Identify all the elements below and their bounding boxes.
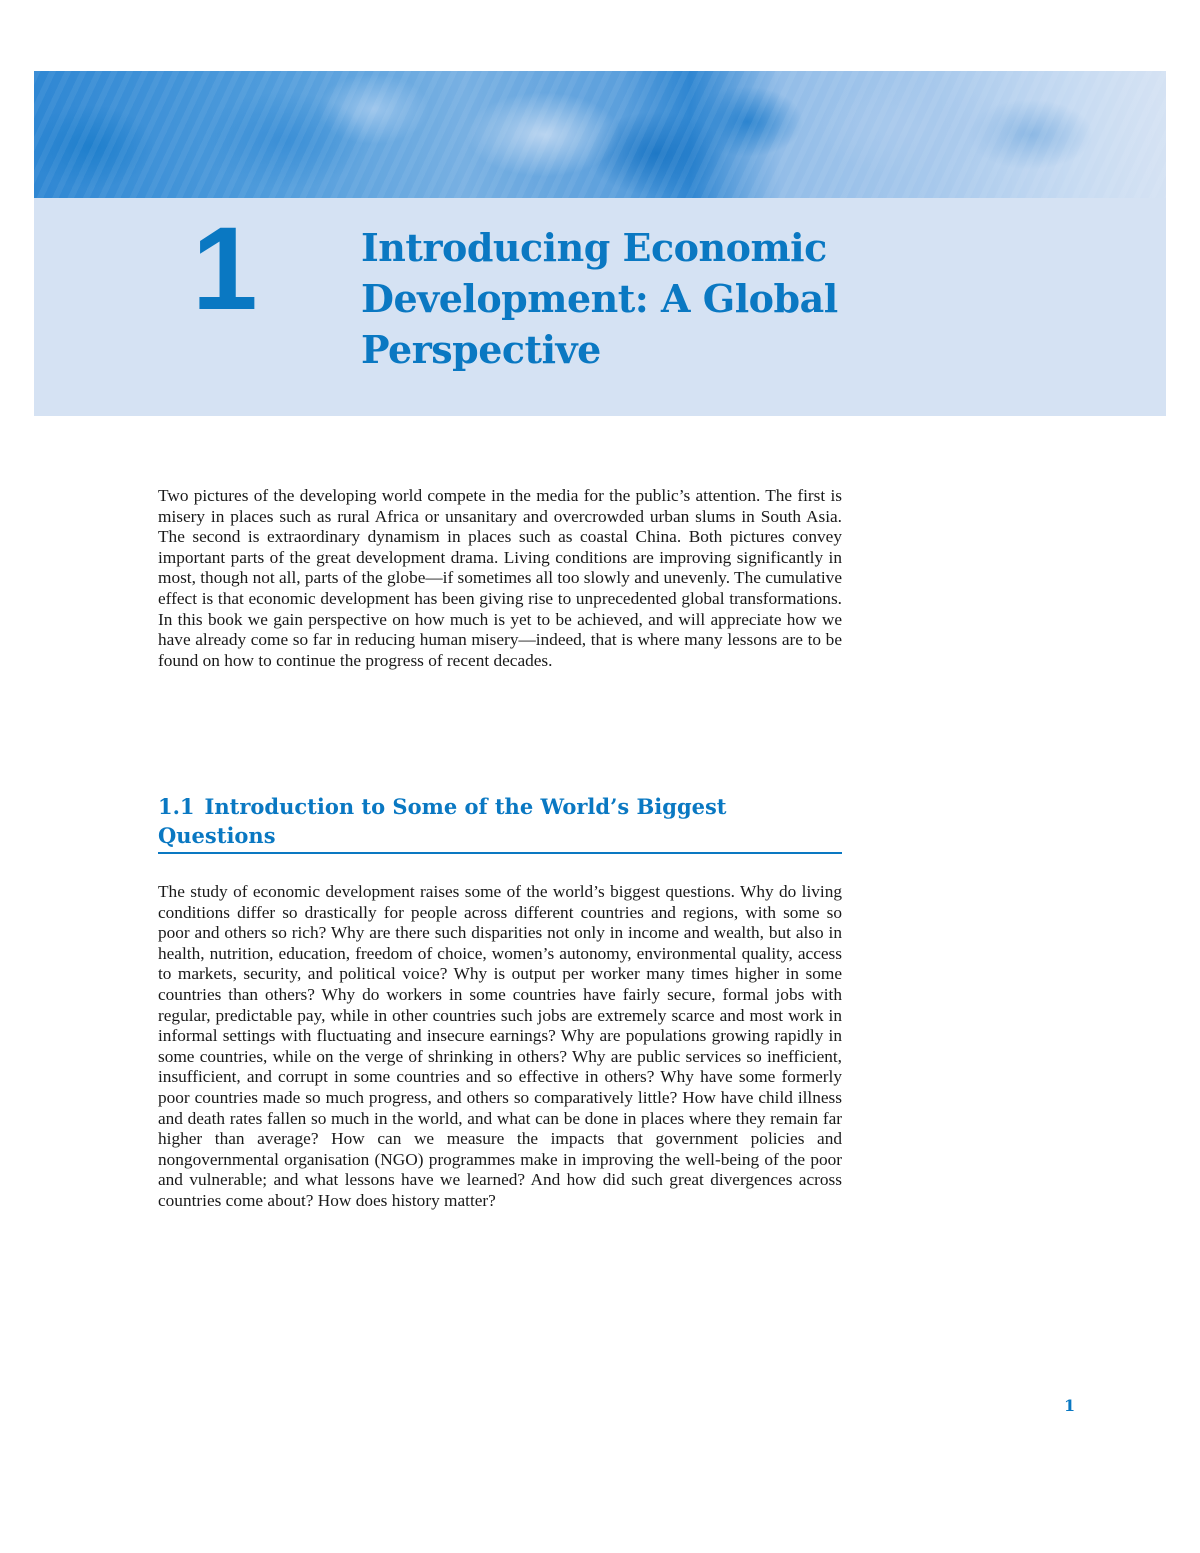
section-title: Introduction to Some of the World’s Biggest Questions xyxy=(158,794,727,848)
section-body xyxy=(158,882,842,1212)
section-paragraph: The study of economic development raises some of the world’s biggest questions. Why do living conditions differ so drastically for people across different countries and regions, with some so poor and others so rich? Why are there such disparities not only in income and wealth, but also in health, nutrition, education, freedom of choice, women’s autonomy, environmental quality, access to markets, security, and political voice? Why is output per worker many times higher in some countries than others? Why do workers in some countries have fairly secure, formal jobs with regular, predictable pay, while in other countries such jobs are extremely scarce and most work in informal settings with fluctuating and insecure earnings? Why are populations growing rapidly in some countries, while on the verge of shrinking in others? Why are public services so inefficient, insufficient, and corrupt in some countries and so effective in others? Why have some formerly poor countries made so much progress, and others so comparatively little? How have child illness and death rates fallen so much in the world, and what can be done in places where they remain far higher than average? How can we measure the impacts that government policies and nongovernmental organisation (NGO) programmes make in improving the well-being of the poor and vulnerable; and what lessons have we learned? And how did such great divergences across countries come about? How does history matter? xyxy=(158,882,842,1210)
intro-paragraph: Two pictures of the developing world compete in the media for the public’s attention. The first is misery in places such as rural Africa or unsanitary and overcrowded urban slums in South Asia. The second is extraordinary dynamism in places such as coastal China. Both pictures convey important parts of the great development drama. Living conditions are improving significantly in most, though not all, parts of the globe—if sometimes all too slowly and unevenly. The cumulative effect is that economic development has been giving rise to unprecedented global transformations. In this book we gain perspective on how much is yet to be achieved, and will appreciate how we have already come so far in reducing human misery—indeed, that is where many lessons are to be found on how to continue the progress of recent decades. xyxy=(158,486,842,670)
world-map-image xyxy=(34,71,1166,198)
section-heading-block xyxy=(158,792,842,854)
section-heading xyxy=(158,792,842,850)
page-number: 1 xyxy=(1064,1396,1076,1415)
intro-section xyxy=(158,486,842,671)
section-number: 1.1 xyxy=(158,794,195,819)
chapter-number: 1 xyxy=(192,203,258,335)
chapter-title: Introducing Economic Development: A Global Perspective xyxy=(361,225,838,372)
